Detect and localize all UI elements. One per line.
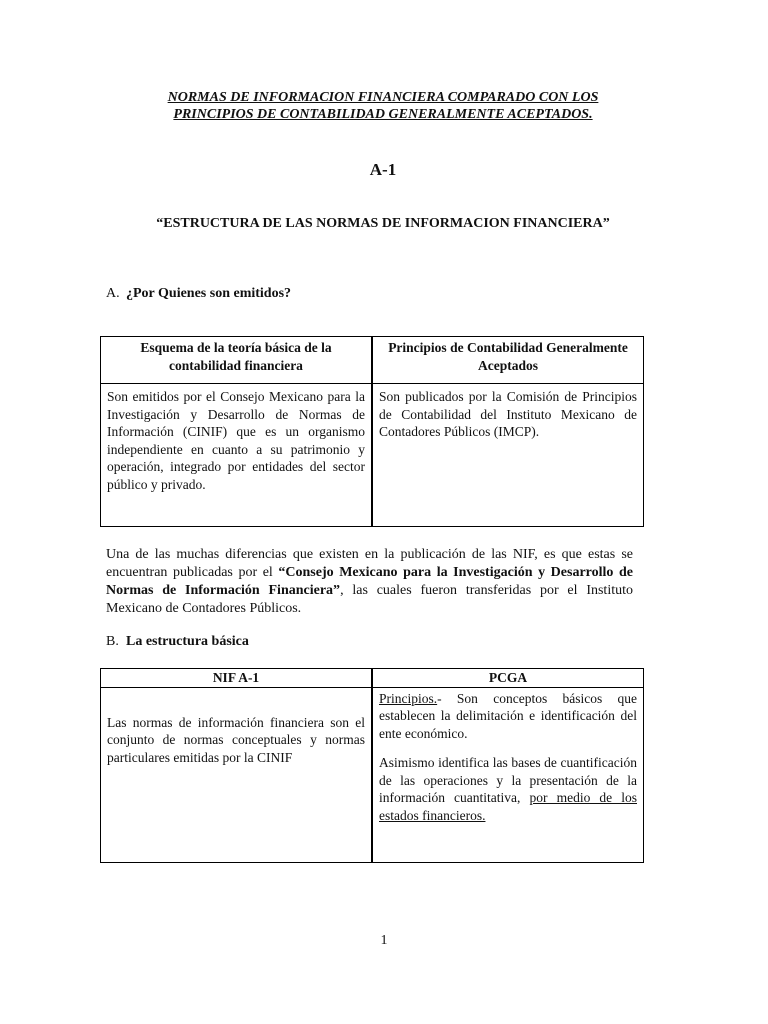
norm-code: A-1 xyxy=(369,160,397,179)
quantification-text xyxy=(379,754,637,824)
principles-definition xyxy=(379,690,637,743)
table-row xyxy=(101,337,644,384)
section-b-title: La estructura básica xyxy=(126,634,249,649)
paragraph-text-2: , las cuales fueron transferidas por el Instituto Mexicano de Contadores Públicos. xyxy=(106,583,633,616)
structure-col2-cell xyxy=(372,687,644,862)
issuers-col1-header: Esquema de la teoría básica de la contabilidad financiera xyxy=(101,337,373,384)
section-b-letter: B. xyxy=(106,634,119,649)
section-b-heading xyxy=(106,634,249,650)
quantification-text-a: Asimismo identifica las bases de cuantificación de las operaciones y la presentación de la información cuantitativa, xyxy=(379,755,637,805)
title-line-1: NORMAS DE INFORMACION FINANCIERA COMPARADO CON LOS xyxy=(167,90,599,105)
quantification-text-b: por medio de los estados financieros. xyxy=(379,790,637,823)
principles-term: Principios. xyxy=(379,690,438,706)
table-row xyxy=(101,384,644,527)
structure-col1-header: NIF A-1 xyxy=(101,669,373,688)
title-line-2: PRINCIPIOS DE CONTABILIDAD GENERALMENTE ACEPTADOS. xyxy=(173,107,593,122)
page-number: 1 xyxy=(380,933,388,948)
document-subtitle: “ESTRUCTURA DE LAS NORMAS DE INFORMACION FINANCIERA” xyxy=(156,216,610,231)
table-row xyxy=(101,687,644,862)
section-a-heading xyxy=(106,286,291,302)
principles-text: - Son conceptos básicos que establecen la delimitación e identificación del ente económico. xyxy=(379,690,637,741)
section-a-letter: A. xyxy=(106,286,120,301)
issuers-col2-header: Principios de Contabilidad Generalmente Aceptados xyxy=(372,337,644,384)
document-title xyxy=(100,89,666,123)
issuers-col2-cell: Son publicados por la Comisión de Principios de Contabilidad del Instituto Mexicano de Contadores Públicos (IMCP). xyxy=(372,384,644,527)
structure-col1-text: Las normas de información financiera son el conjunto de normas conceptuales y normas particulares emitidas por la CINIF xyxy=(107,714,365,765)
body-paragraph xyxy=(106,546,633,618)
issuers-table xyxy=(100,336,644,527)
issuers-col1-cell: Son emitidos por el Consejo Mexicano para la Investigación y Desarrollo de Normas de Información (CINIF) que es un organismo independiente en cuanto a su patrimonio y operación, integrado por entidades del sector público y privado. xyxy=(101,384,373,527)
table-row xyxy=(101,669,644,688)
paragraph-bold: “Consejo Mexicano para la Investigación y Desarrollo de Normas de Información Financiera” xyxy=(106,565,633,598)
structure-col2-header: PCGA xyxy=(372,669,644,688)
spacer xyxy=(379,742,637,754)
section-a-title: ¿Por Quienes son emitidos? xyxy=(126,286,292,301)
structure-col1-cell xyxy=(101,687,373,862)
paragraph-text-1: Una de las muchas diferencias que existen en la publicación de las NIF, es que estas se encuentran publicadas por el xyxy=(106,547,633,580)
structure-table xyxy=(100,668,644,863)
